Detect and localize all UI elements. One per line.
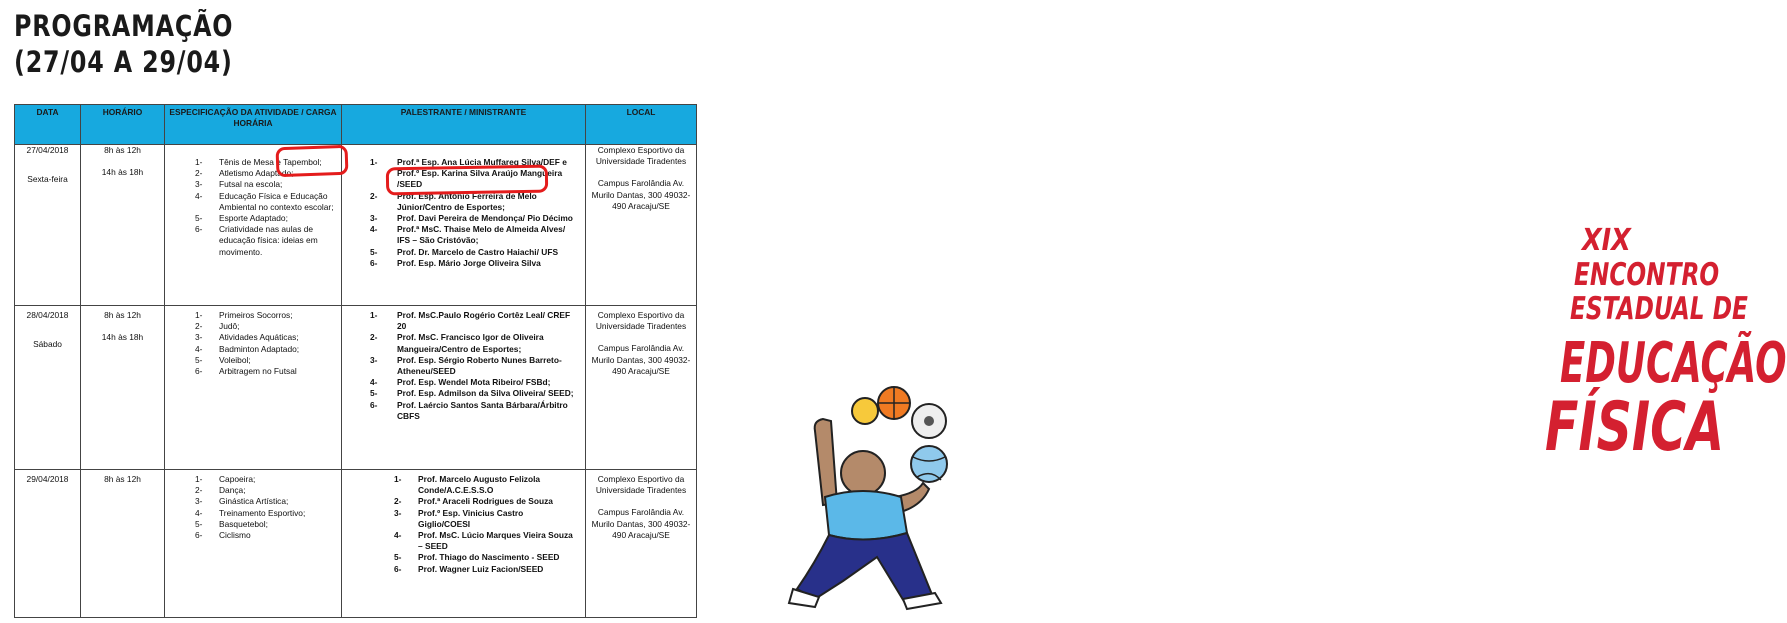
- weekday-text: Sexta-feira: [27, 174, 68, 185]
- page-title: [14, 8, 233, 80]
- speaker-item: 4- Prof.ª MsC. Thaise Melo de Almeida Alves/ IFS – São Cristóvão;: [370, 224, 566, 246]
- page-title-line1: PROGRAMAÇÃO: [14, 9, 234, 43]
- event-line2: ESTADUAL DE: [1570, 291, 1748, 327]
- activity-item: 1- Primeiros Socorros;: [195, 310, 293, 320]
- activity-item: 5- Basquetebol;: [195, 518, 268, 529]
- location-name: Complexo Esportivo da Universidade Tiradentes: [595, 310, 687, 332]
- hours-text: 14h às 18h: [101, 332, 144, 343]
- speaker-item: 2- Prof. MsC. Francisco Igor de Oliveira Mangueira/Centro de Esportes;: [370, 332, 544, 354]
- red-highlight-circle: [386, 165, 548, 196]
- activity-item: 2- Judô;: [195, 321, 240, 332]
- date-text: 27/04/2018: [26, 145, 69, 155]
- location-address: Campus Farolândia Av. Murilo Dantas, 300 49032-490 Aracaju/SE: [591, 178, 691, 211]
- hours-cell: [81, 145, 165, 306]
- table-header-row: [15, 105, 697, 145]
- shirt-icon: [825, 491, 907, 540]
- hours-cell: [81, 470, 165, 618]
- speaker-item: 1- Prof. MsC.Paulo Rogério Cortêz Leal/ CREF 20: [370, 310, 571, 332]
- column-header-activity: ESPECIFICAÇÃO DA ATIVIDADE / CARGA HORÁRIA: [165, 105, 342, 145]
- speaker-item: 4- Prof. Esp. Wendel Mota Ribeiro/ FSBd;: [370, 377, 551, 388]
- activities-cell: [165, 306, 342, 470]
- event-edition: XIX: [1582, 223, 1631, 258]
- hours-text: 14h às 18h: [101, 167, 144, 178]
- speakers-cell: [342, 470, 586, 618]
- activity-item: 4- Badminton Adaptado;: [195, 343, 300, 354]
- hours-text: 8h às 12h: [104, 474, 141, 484]
- activity-item: 4- Educação Física e Educação Ambiental no contexto escolar;: [195, 190, 334, 212]
- location-cell: [586, 145, 697, 306]
- speakers-cell: [342, 306, 586, 470]
- tennis-ball-icon: [852, 398, 878, 424]
- location-cell: [586, 306, 697, 470]
- activity-item: 6- Ciclismo: [195, 530, 251, 541]
- activity-item: 5- Esporte Adaptado;: [195, 213, 288, 224]
- juggling-athlete-logo-icon: [785, 385, 960, 610]
- weekday-text: Sábado: [33, 339, 62, 350]
- speaker-item: 5- Prof. Thiago do Nascimento - SEED: [394, 552, 560, 563]
- event-line3: EDUCAÇÃO: [1560, 331, 1787, 396]
- date-cell: [15, 470, 81, 618]
- location-address: Campus Farolândia Av. Murilo Dantas, 300 49032-490 Aracaju/SE: [591, 507, 691, 540]
- speaker-item: 2- Prof. Esp. Antônio Ferreira de Melo Júnior/Centro de Esportes;: [370, 190, 537, 212]
- head-icon: [841, 451, 885, 495]
- activity-item: 6- Criatividade nas aulas de educação física: ideias em movimento.: [195, 224, 318, 257]
- hours-text: 8h às 12h: [104, 145, 141, 155]
- speaker-item: 5- Prof. Dr. Marcelo de Castro Haiachi/ UFS: [370, 246, 559, 257]
- red-highlight-circle: [275, 145, 348, 177]
- activity-item: 1- Capoeira;: [195, 474, 256, 484]
- activity-item: 4- Treinamento Esportivo;: [195, 507, 306, 518]
- column-header-date: DATA: [15, 105, 81, 145]
- schedule-table: [14, 104, 697, 618]
- activity-item: 2- Atletismo Adaptado;: [195, 168, 294, 179]
- page-title-line2: (27/04 A 29/04): [14, 45, 233, 79]
- activity-item: 6- Arbitragem no Futsal: [195, 366, 297, 377]
- location-name: Complexo Esportivo da Universidade Tiradentes: [595, 145, 687, 167]
- activity-item: 3- Ginástica Artística;: [195, 496, 289, 507]
- speaker-item: 4- Prof. MsC. Lúcio Marques Vieira Souza – SEED: [394, 530, 573, 552]
- activity-item: 1- Tênis de Mesa e Tapembol;: [195, 157, 322, 167]
- speaker-item: 3- Prof.º Esp. Vinicius Castro Giglio/COESI: [394, 507, 524, 529]
- speaker-item: 6- Prof. Esp. Mário Jorge Oliveira Silva: [370, 257, 541, 268]
- date-text: 28/04/2018: [26, 310, 69, 320]
- date-cell: [15, 145, 81, 306]
- speaker-item: 5- Prof. Esp. Admilson da Silva Oliveira/ SEED;: [370, 388, 574, 399]
- event-line1: ENCONTRO: [1574, 257, 1720, 293]
- table-row: [15, 306, 697, 470]
- speaker-item: 1- Prof.ª Esp. Ana Lúcia Muffareg Silva/DEF e Prof.º Esp. Karina Silva Araújo Mangueira /SEED: [370, 157, 567, 190]
- date-text: 29/04/2018: [26, 474, 69, 484]
- speaker-item: 1- Prof. Marcelo Augusto Felizola Conde/A.C.E.S.S.O: [394, 474, 541, 496]
- hours-text: 8h às 12h: [104, 310, 141, 320]
- activity-item: 3- Futsal na escola;: [195, 179, 283, 190]
- column-header-location: LOCAL: [586, 105, 697, 145]
- hours-cell: [81, 306, 165, 470]
- volleyball-icon: [911, 446, 947, 482]
- speaker-item: 6- Prof. Wagner Luiz Facion/SEED: [394, 563, 544, 574]
- activity-item: 3- Atividades Aquáticas;: [195, 332, 299, 343]
- table-row: [15, 470, 697, 618]
- pants-icon: [797, 533, 933, 603]
- column-header-time: HORÁRIO: [81, 105, 165, 145]
- location-address: Campus Farolândia Av. Murilo Dantas, 300 49032-490 Aracaju/SE: [591, 343, 691, 376]
- date-cell: [15, 306, 81, 470]
- activity-item: 2- Dança;: [195, 485, 246, 496]
- location-name: Complexo Esportivo da Universidade Tiradentes: [595, 474, 687, 496]
- event-line4: FÍSICA: [1545, 388, 1724, 467]
- speaker-item: 2- Prof.ª Araceli Rodrigues de Souza: [394, 496, 553, 507]
- activities-cell: [165, 470, 342, 618]
- speaker-item: 3- Prof. Esp. Sérgio Roberto Nunes Barreto- Atheneu/SEED: [370, 354, 562, 377]
- speaker-item: 6- Prof. Laércio Santos Santa Bárbara/Árbitro CBFS: [370, 399, 568, 421]
- column-header-speaker: PALESTRANTE / MINISTRANTE: [342, 105, 586, 145]
- activity-item: 5- Voleibol;: [195, 354, 251, 365]
- table-row: [15, 145, 697, 306]
- speaker-item: 3- Prof. Davi Pereira de Mendonça/ Pio Décimo: [370, 213, 573, 224]
- location-cell: [586, 470, 697, 618]
